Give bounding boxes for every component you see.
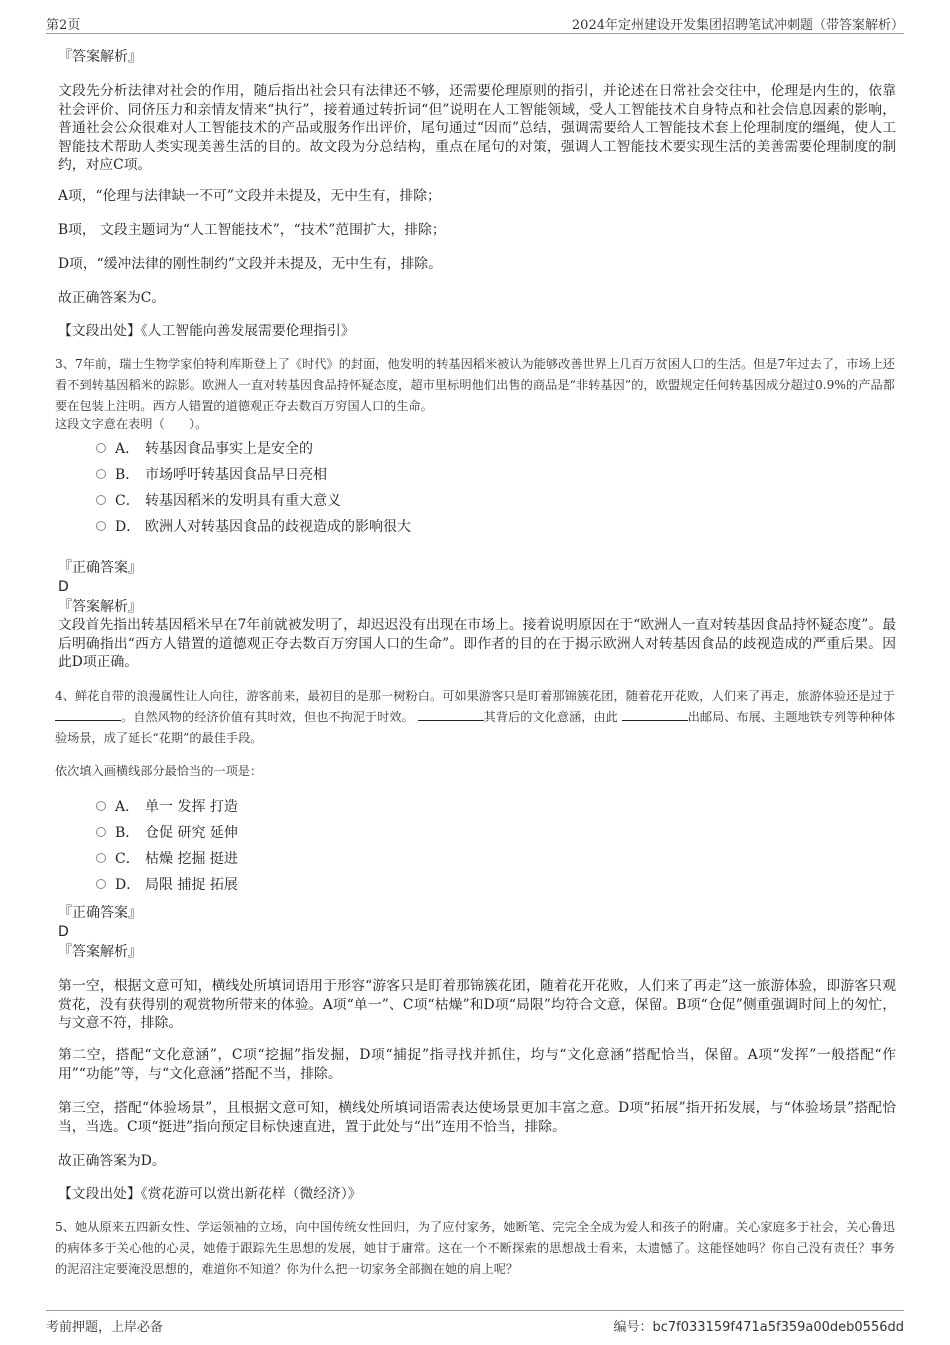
- q3-stem: 3、7年前，瑞士生物学家伯特利库斯登上了《时代》的封面，他发明的转基因稻米被认为能够改善世界上几百万贫困人口的生活。但是7年过去了，市场上还看不到转基因稻米的踪影。欧洲人一直对转基因食品持怀疑态度，超市里标明他们出售的商品是“非转基因”的，欧盟规定任何转基因成分超过0.9%的产品都要在包装上注明。西方人错置的道德观正夺去数百万穷国人口的生命。: [55, 357, 895, 413]
- option-text: 转基因稻米的发明具有重大意义: [145, 493, 341, 509]
- q3-answer-label: 『正确答案』: [58, 560, 142, 576]
- fill-blank-1: [55, 709, 121, 721]
- q2-option-a-note: A项，“伦理与法律缺一不可”文段并未提及，无中生有，排除；: [58, 188, 441, 204]
- radio-icon[interactable]: [96, 879, 106, 889]
- option-text: 欧洲人对转基因食品的歧视造成的影响很大: [145, 519, 411, 535]
- option-letter: C．: [115, 493, 140, 509]
- q2-option-b-note: B项， 文段主题词为“人工智能技术”，“技术”范围扩大，排除；: [58, 222, 446, 238]
- q4-option-d[interactable]: [96, 874, 238, 894]
- option-letter: A．: [115, 799, 140, 815]
- q5-stem: 5、她从原来五四新女性、学运领袖的立场，向中国传统女性回归，为了应付家务，她断笔、完完全全成为爱人和孩子的附庸。关心家庭多于社会，关心鲁迅的病体多于关心他的心灵，她倦于跟踪先生思想的发展，她甘于庸常。这在一个不断探索的思想战士看来，太遗憾了。这能怪她吗？你自己没有责任？事务的泥沼注定要淹没思想的，难道你不知道？你为什么把一切家务全部搁在她的肩上呢？: [55, 1220, 895, 1276]
- option-letter: A．: [115, 441, 140, 457]
- document-id: 编号：bc7f033159f471a5f359a00deb0556dd: [613, 1320, 904, 1335]
- stem-part: 4、鲜花自带的浪漫属性让人向往，游客前来，最初目的是那一树粉白。可如果游客只是盯着那锦簇花团，随着花开花败，人们来了再走，旅游体验还是过于: [55, 689, 895, 703]
- q4-option-a[interactable]: [96, 796, 238, 816]
- footer-slogan: 考前押题，上岸必备: [46, 1320, 164, 1335]
- option-text: 仓促 研究 延伸: [145, 825, 238, 841]
- q4-analysis-label: 『答案解析』: [58, 944, 142, 960]
- radio-icon[interactable]: [96, 853, 106, 863]
- q4-source: 【文段出处】《赏花游可以赏出新花样（微经济）》: [58, 1186, 362, 1202]
- q4-conclusion: 故正确答案为D。: [58, 1153, 166, 1169]
- q2-analysis-label: 『答案解析』: [58, 49, 142, 65]
- q4-answer: D: [58, 924, 69, 940]
- q3-analysis-label: 『答案解析』: [58, 599, 142, 615]
- stem-part: 。自然风物的经济价值有其时效，但也不拘泥于时效。: [121, 710, 414, 724]
- radio-icon[interactable]: [96, 495, 106, 505]
- q2-source: 【文段出处】《人工智能向善发展需要伦理指引》: [58, 323, 355, 339]
- stem-part: 其背后的文化意涵，由此: [483, 710, 618, 724]
- q2-conclusion: 故正确答案为C。: [58, 290, 166, 306]
- q2-analysis-paragraph: 文段先分析法律对社会的作用，随后指出社会只有法律还不够，还需要伦理原则的指引，并论述在日常社会交往中，伦理是内生的，依靠社会评价、同侪压力和亲情友情来“执行”，接着通过转折词“但”说明在人工智能领域，受人工智能技术自身特点和社会信息因素的影响，普通社会公众很难对人工智能技术的产品或服务作出评价，尾句通过“因而”总结，强调需要给人工智能技术套上伦理制度的缰绳，使人工智能技术帮助人类实现美善生活的目的。故文段为分总结构，重点在尾句的对策，强调人工智能技术要实现生活的美善需要伦理制度的制约，对应C项。: [58, 83, 896, 173]
- option-text: 枯燥 挖掘 挺进: [145, 851, 238, 867]
- q3-analysis: 文段首先指出转基因稻米早在7年前就被发明了，却迟迟没有出现在市场上。接着说明原因在于“欧洲人一直对转基因食品持怀疑态度”。最后明确指出“西方人错置的道德观正夺去数百万穷国人口的生命”。即作者的目的在于揭示欧洲人对转基因食品的歧视造成的严重后果。因此D项正确。: [58, 617, 896, 670]
- page-header: [46, 12, 904, 34]
- q3-option-b[interactable]: [96, 464, 327, 484]
- stem-part: 出邮局、布展、主题地铁专列等种种体验场景，成了延长“花期”的最佳手段。: [55, 710, 896, 745]
- q3-option-d[interactable]: [96, 516, 411, 536]
- option-letter: D．: [115, 519, 141, 535]
- radio-icon[interactable]: [96, 521, 106, 531]
- q4-prompt: 依次填入画横线部分最恰当的一项是：: [55, 764, 263, 778]
- q4-option-c[interactable]: [96, 848, 238, 868]
- q3-prompt: 这段文字意在表明（ ）。: [55, 417, 208, 431]
- q3-option-c[interactable]: [96, 490, 341, 510]
- q4-answer-label: 『正确答案』: [58, 905, 142, 921]
- option-text: 单一 发挥 打造: [145, 799, 238, 815]
- option-text: 局限 捕捉 拓展: [145, 877, 238, 893]
- option-letter: D．: [115, 877, 141, 893]
- option-letter: C．: [115, 851, 140, 867]
- q3-option-a[interactable]: [96, 438, 313, 458]
- option-letter: B．: [115, 467, 140, 483]
- page-number: 第2页: [46, 18, 81, 33]
- radio-icon[interactable]: [96, 443, 106, 453]
- option-text: 转基因食品事实上是安全的: [145, 441, 313, 457]
- q4-stem: [55, 686, 895, 749]
- option-letter: B．: [115, 825, 140, 841]
- q4-analysis-para-1: 第一空，根据文意可知，横线处所填词语用于形容“游客只是盯着那锦簇花团，随着花开花败，人们来了再走”这一旅游体验，即游客只观赏花，没有获得别的观赏物所带来的体验。A项“单一”、C项“枯燥”和D项“局限”均符合文意，保留。B项“仓促”侧重强调时间上的匆忙，与文意不符，排除。: [58, 978, 896, 1031]
- q4-analysis-para-3: 第三空，搭配“体验场景”，且根据文意可知，横线处所填词语需表达使场景更加丰富之意。D项“拓展”指开拓发展，与“体验场景”搭配恰当，当选。C项“挺进”指向预定目标快速直进，置于此处与“出”连用不恰当，排除。: [58, 1100, 896, 1135]
- document-title: 2024年定州建设开发集团招聘笔试冲刺题（带答案解析）: [571, 18, 904, 33]
- fill-blank-2: [418, 709, 484, 721]
- q4-analysis-para-2: 第二空，搭配“文化意涵”，C项“挖掘”指发掘，D项“捕捉”指寻找并抓住，均与“文化意涵”搭配恰当，保留。A项“发挥”一般搭配“作用”“功能”等，与“文化意涵”搭配不当，排除。: [58, 1047, 896, 1082]
- option-text: 市场呼吁转基因食品早日亮相: [145, 467, 327, 483]
- page-footer: [46, 1310, 904, 1336]
- q3-answer: D: [58, 579, 69, 595]
- fill-blank-3: [622, 709, 688, 721]
- radio-icon[interactable]: [96, 469, 106, 479]
- radio-icon[interactable]: [96, 827, 106, 837]
- q2-option-d-note: D项，“缓冲法律的刚性制约”文段并未提及，无中生有，排除。: [58, 256, 442, 272]
- q4-option-b[interactable]: [96, 822, 238, 842]
- radio-icon[interactable]: [96, 801, 106, 811]
